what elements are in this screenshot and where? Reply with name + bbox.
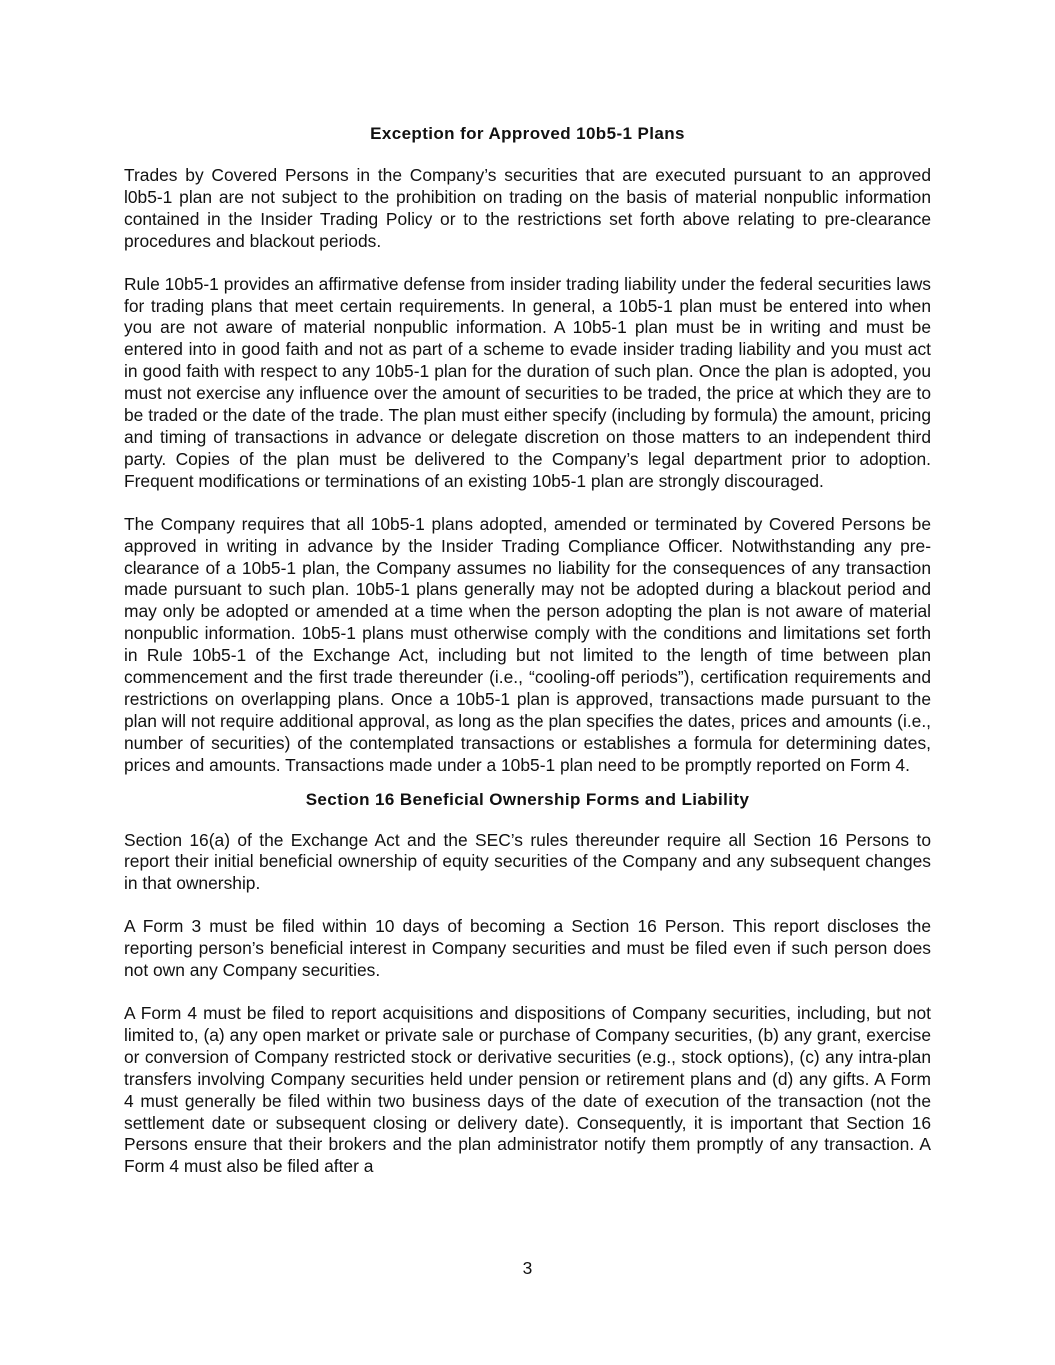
document-page (124, 121, 931, 1178)
paragraph-rule-10b5-1-defense: Rule 10b5-1 provides an affirmative defense from insider trading liability under the federal securities laws for trading plans that meet certain requirements. In general, a 10b5-1 plan must be entered into when you are not aware of material nonpublic information. A 10b5-1 plan must be in writing and must be entered into in good faith and not as part of a scheme to evade insider trading liability and you must act in good faith with respect to any 10b5-1 plan for the duration of such plan. Once the plan is adopted, you must not exercise any influence over the amount of securities to be traded, the price at which they are to be traded or the date of the trade. The plan must either specify (including by formula) the amount, pricing and timing of transactions in advance or delegate discretion on those matters to an independent third party. Copies of the plan must be delivered to the Company’s legal department prior to adoption. Frequent modifications or terminations of an existing 10b5-1 plan are strongly discouraged. (124, 273, 931, 491)
paragraph-form-4: A Form 4 must be filed to report acquisitions and dispositions of Company securities, including, but not limited to, (a) any open market or private sale or purchase of Company securities, (b) any grant, exercise or conversion of Company restricted stock or derivative securities (e.g., stock options), (c) any intra-plan transfers involving Company securities held under pension or retirement plans and (d) any gifts. A Form 4 must generally be filed within two business days of the date of execution of the transaction (not the settlement date or subsequent closing or delivery date). Consequently, it is important that Section 16 Persons ensure that their brokers and the plan administrator notify them promptly of any transaction. A Form 4 must also be filed after a (124, 1003, 931, 1177)
paragraph-form-3: A Form 3 must be filed within 10 days of becoming a Section 16 Person. This report discloses the reporting person’s beneficial interest in Company securities and must be filed even if such person does not own any Company securities. (124, 916, 931, 981)
section-heading-10b5-1-plans: Exception for Approved 10b5-1 Plans (370, 124, 685, 143)
paragraph-trades-by-covered-persons: Trades by Covered Persons in the Company’s securities that are executed pursuant to an approved l0b5-1 plan are not subject to the prohibition on trading on the basis of material nonpublic information contained in the Insider Trading Policy or to the restrictions set forth above relating to pre-clearance procedures and blackout periods. (124, 165, 931, 251)
section-heading-section-16: Section 16 Beneficial Ownership Forms and Liability (305, 789, 750, 809)
paragraph-section-16a-reporting: Section 16(a) of the Exchange Act and the SEC’s rules thereunder require all Section 16 Persons to report their initial beneficial ownership of equity securities of the Company and any subsequent changes in that ownership. (124, 829, 931, 894)
page-number: 3 (522, 1258, 533, 1278)
paragraph-company-approval-requirement: The Company requires that all 10b5-1 plans adopted, amended or terminated by Covered Persons be approved in writing in advance by the Insider Trading Compliance Officer. Notwithstanding any pre-clearance of a 10b5-1 plan, the Company assumes no liability for the consequences of any transaction made pursuant to such plan. 10b5-1 plans generally may not be adopted during a blackout period and may only be adopted or amended at a time when the person adopting the plan is not aware of material nonpublic information. 10b5-1 plans must otherwise comply with the conditions and limitations set forth in Rule 10b5-1 of the Exchange Act, including but not limited to the length of time between plan commencement and the first trade thereunder (i.e., “cooling-off periods”), certification requirements and restrictions on overlapping plans. Once a 10b5-1 plan is approved, transactions made pursuant to the plan will not require additional approval, as long as the plan specifies the dates, prices and amounts (i.e., number of securities) of the contemplated transactions or establishes a formula for determining dates, prices and amounts. Transactions made under a 10b5-1 plan need to be promptly reported on Form 4. (124, 513, 931, 775)
